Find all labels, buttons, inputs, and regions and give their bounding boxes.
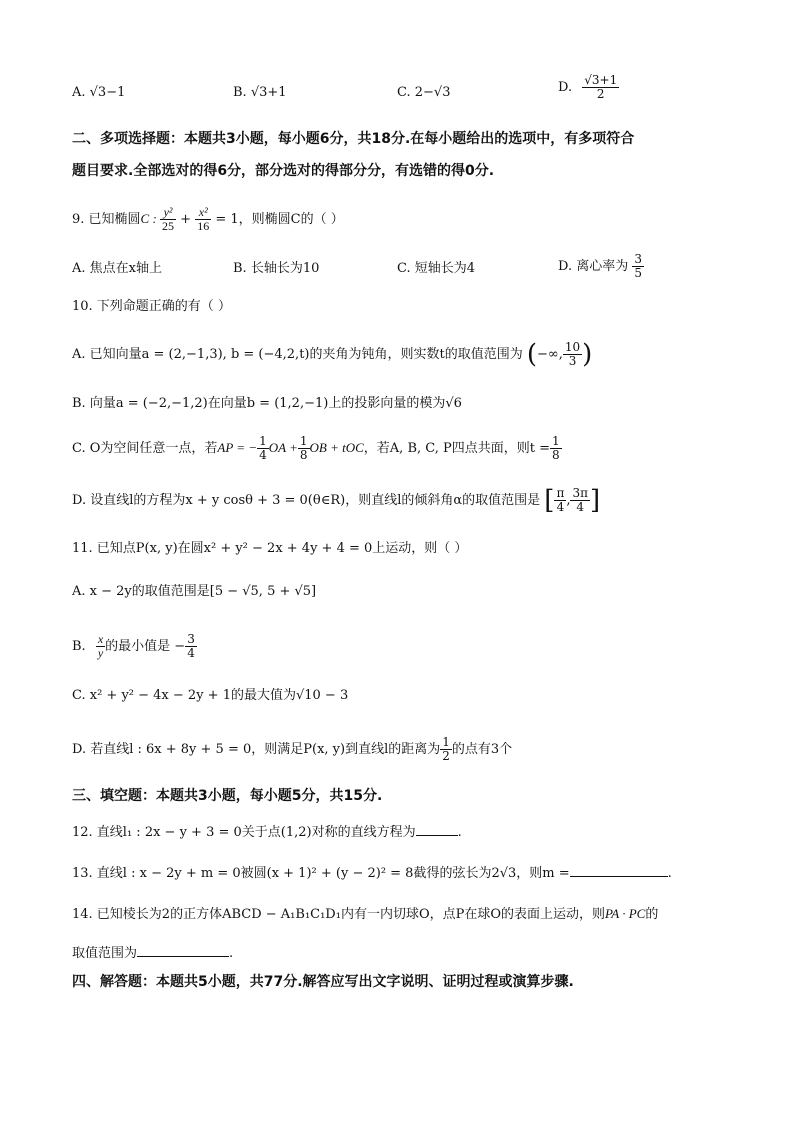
q9-option-d-text: D. 离心率为: [558, 259, 629, 274]
prev-option-b: B. √3+1: [233, 85, 287, 100]
fraction-denominator: 3: [568, 354, 577, 368]
q10-option-c-text1: C. O为空间任意一点，若: [72, 441, 218, 456]
q11-option-b: [72, 633, 197, 660]
q9-option-d: [558, 253, 644, 280]
fraction-numerator: 1: [299, 434, 308, 448]
fraction-numerator: 1: [552, 434, 560, 448]
section2-line2: 题目要求.全部选对的得6分，部分选对的得部分分，有选错的得0分.: [72, 163, 495, 179]
q9-option-d-fraction: [632, 253, 644, 280]
q10-range-start: −∞,: [537, 347, 563, 362]
q12: [72, 821, 462, 843]
fraction-numerator: 3: [634, 252, 643, 266]
q13: [72, 862, 672, 884]
fraction-numerator: 1: [259, 434, 267, 448]
q13-end: .: [667, 866, 672, 881]
section3-title: 三、填空题：本题共3小题，每小题5分，共15分.: [72, 788, 383, 804]
q10-c-fraction-1: [257, 435, 269, 462]
q10-option-c-text2: ，若A, B, C, P四点共面，则t =: [363, 441, 551, 456]
fraction-numerator: x: [97, 632, 104, 646]
fraction-numerator: 1: [442, 735, 450, 749]
q11-option-d-text1: D. 若直线l : 6x + 8y + 5 = 0，则满足P(x, y)到直线l的距离为: [72, 742, 441, 757]
q10-option-a: [72, 341, 592, 368]
q11-stem: 11. 已知点P(x, y)在圆x² + y² − 2x + 4y + 4 = 0上运动，则（ ）: [72, 541, 468, 556]
paren-open: (: [526, 339, 538, 370]
q11-option-b-fraction-2: [185, 633, 197, 660]
q9-equals: = 1，则椭圆: [211, 212, 291, 227]
q9-fraction-1: [160, 206, 176, 233]
q14-dot-product: PA · PC: [605, 906, 646, 921]
q10-c-ob: OB + tOC: [309, 440, 364, 455]
q10-option-a-text: A. 已知向量a = (2,−1,3), b = (−4,2,t)的夹角为钝角，则实数t的取值范围为: [72, 347, 523, 362]
section2-line1: 二、多项选择题：本题共3小题，每小题6分，共18分.在每小题给出的选项中，有多项符合: [72, 131, 635, 147]
fraction-numerator: π: [556, 486, 565, 500]
q9-fraction-2: [195, 206, 211, 233]
q13-text: 13. 直线l : x − 2y + m = 0被圆(x + 1)² + (y − 2)² = 8截得的弦长为2√3，则m =: [72, 866, 570, 881]
fraction-numerator: √3+1: [584, 73, 618, 87]
prev-option-a: A. √3−1: [72, 85, 126, 100]
section4-title: 四、解答题：本题共5小题，共77分.解答应写出文字说明、证明过程或演算步骤.: [72, 974, 574, 990]
q11-option-d-fraction: [440, 736, 452, 763]
q9-stem-start: 9. 已知椭圆: [72, 212, 141, 227]
fraction-denominator: 2: [442, 749, 450, 763]
q10-c-ap: AP = −: [217, 440, 258, 455]
q10-c-oa: OA +: [268, 440, 298, 455]
q9-plus: +: [176, 212, 196, 227]
q11-option-d-text2: 的点有3个: [451, 742, 513, 757]
paren-close: ): [582, 339, 593, 370]
q10-d-fraction-1: [554, 487, 566, 514]
q11-option-b-fraction-1: [96, 633, 105, 660]
fraction-denominator: 4: [556, 500, 565, 514]
fraction-numerator: y²: [160, 206, 176, 220]
q14-line1: [72, 904, 658, 925]
fraction-denominator: 2: [596, 87, 605, 101]
q10-option-b: B. 向量a = (−2,−1,2)在向量b = (1,2,−1)上的投影向量的模为√6: [72, 396, 462, 411]
fraction-numerator: x²: [195, 206, 211, 220]
q12-text: 12. 直线l₁ : 2x − y + 3 = 0关于点(1,2)对称的直线方程为: [72, 825, 416, 840]
q14-text1: 14. 已知棱长为2的正方体ABCD − A₁B₁C₁D₁内有一内切球O，点P在球O的表面上运动，则: [72, 907, 606, 922]
prev-option-d-fraction: [582, 74, 619, 101]
fraction-numerator: 10: [564, 340, 581, 354]
bracket-close: ]: [590, 485, 601, 516]
q10-option-d: D. 设直线l的方程为x + y cosθ + 3 = 0(θ∈R)，则直线l的倾斜角α的取值范围是 [ $\frac{\pi}{4}$ , $\frac{3\pi}{4}$ ]: [72, 485, 601, 516]
prev-option-c: C. 2−√3: [397, 85, 451, 100]
q10-d-fraction-2: [570, 487, 590, 514]
q14-line2-text: 取值范围为: [72, 946, 138, 961]
fraction-denominator: 4: [576, 500, 585, 514]
q9-option-b: B. 长轴长为10: [233, 261, 320, 276]
fraction-denominator: 8: [552, 448, 560, 462]
fraction-denominator: 16: [197, 219, 210, 233]
q10-option-a-fraction: [563, 341, 582, 368]
fraction-numerator: 3π: [572, 486, 588, 500]
prev-option-d-label: D.: [558, 80, 573, 95]
q14-line2: [72, 942, 233, 964]
fraction-numerator: 3: [187, 632, 195, 646]
q14-line2-end: .: [229, 946, 234, 961]
fraction-denominator: 4: [187, 646, 195, 660]
q14-answer-blank[interactable]: [137, 942, 229, 957]
q11-option-b-label: B.: [72, 639, 86, 654]
q11-option-d: [72, 736, 512, 763]
q11-option-b-text: 的最小值是 −: [105, 639, 186, 654]
q10-option-c: [72, 435, 562, 462]
q13-answer-blank[interactable]: [570, 862, 668, 877]
q11-option-a: A. x − 2y的取值范围是[5 − √5, 5 + √5]: [72, 584, 317, 599]
prev-option-d: [558, 74, 619, 101]
q10-option-d-text: D. 设直线l的方程为x + y cosθ + 3 = 0(θ∈R)，则直线l的倾斜角α的取值范围是: [72, 493, 541, 508]
q10-stem: 10. 下列命题正确的有（ ）: [72, 299, 231, 314]
q12-end: .: [457, 825, 462, 840]
fraction-denominator: 25: [162, 219, 175, 233]
bracket-open: [: [544, 485, 555, 516]
q14-text2-end: 的: [645, 907, 659, 922]
q12-answer-blank[interactable]: [416, 821, 458, 836]
q10-c-fraction-3: [550, 435, 562, 462]
q9-ellipse-c: C :: [140, 211, 161, 226]
fraction-denominator: 4: [259, 448, 267, 462]
q10-c-fraction-2: [298, 435, 310, 462]
q9-option-a: A. 焦点在x轴上: [72, 261, 162, 276]
q11-option-c: C. x² + y² − 4x − 2y + 1的最大值为√10 − 3: [72, 688, 349, 703]
fraction-denominator: y: [97, 646, 104, 660]
q9-stem-end: C的（ ）: [290, 212, 344, 227]
fraction-denominator: 5: [634, 266, 643, 280]
q9-stem: [72, 206, 344, 233]
q9-option-c: C. 短轴长为4: [397, 261, 476, 276]
fraction-denominator: 8: [299, 448, 308, 462]
